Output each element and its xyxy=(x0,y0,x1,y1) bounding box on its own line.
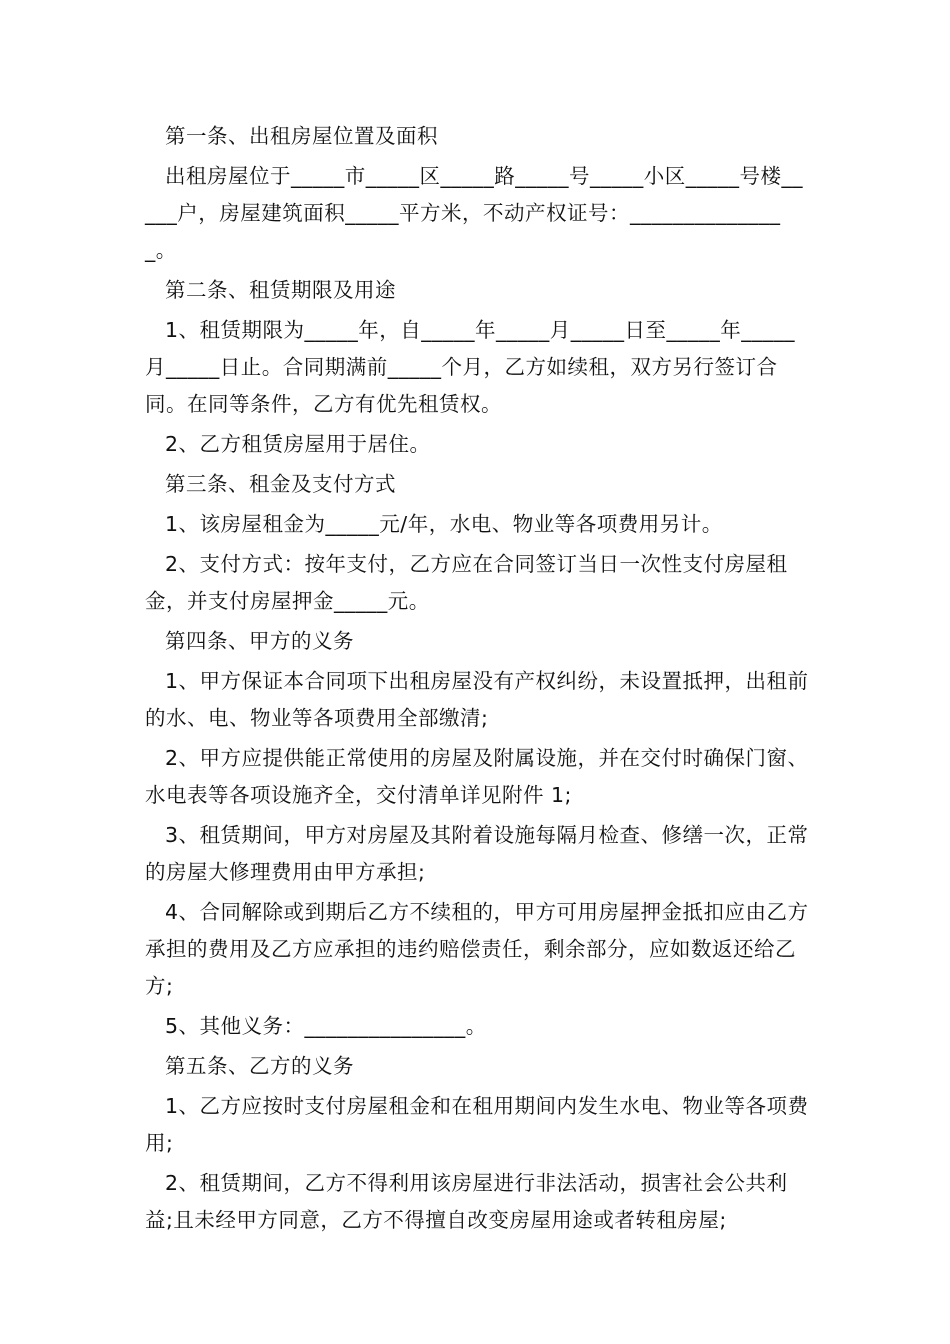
article-4-heading: 第四条、甲方的义务 xyxy=(165,629,354,653)
article-4-paragraph-1: 1、甲方保证本合同项下出租房屋没有产权纠纷，未设置抵押，出租前的水、电、物业等各项费用全部缴清; xyxy=(145,669,809,730)
article-2-heading: 第二条、租赁期限及用途 xyxy=(165,278,396,302)
article-5-paragraph-2: 2、租赁期间，乙方不得利用该房屋进行非法活动，损害社会公共利益;且未经甲方同意，乙方不得擅自改变房屋用途或者转租房屋; xyxy=(145,1171,788,1232)
article-3-paragraph-2: 2、支付方式：按年支付，乙方应在合同签订当日一次性支付房屋租金，并支付房屋押金_____元。 xyxy=(145,552,788,613)
article-2-paragraph-2: 2、乙方租赁房屋用于居住。 xyxy=(165,432,431,456)
article-1-heading: 第一条、出租房屋位置及面积 xyxy=(165,124,438,148)
article-4-paragraph-3: 3、租赁期间，甲方对房屋及其附着设施每隔月检查、修缮一次，正常的房屋大修理费用由甲方承担; xyxy=(145,823,809,884)
article-1-paragraph-1: 出租房屋位于_____市_____区_____路_____号_____小区_____号楼_____户，房屋建筑面积_____平方米，不动产权证号：_______________。 xyxy=(145,164,803,262)
article-2-paragraph-1: 1、租赁期限为_____年，自_____年_____月_____日至_____年_____月_____日止。合同期满前_____个月，乙方如续租，双方另行签订合同。在同等条件，乙方有优先租赁权。 xyxy=(145,318,796,416)
article-4-paragraph-4: 4、合同解除或到期后乙方不续租的，甲方可用房屋押金抵扣应由乙方承担的费用及乙方应承担的违约赔偿责任，剩余部分，应如数返还给乙方; xyxy=(145,900,809,998)
article-5-heading: 第五条、乙方的义务 xyxy=(165,1054,354,1078)
article-3-heading: 第三条、租金及支付方式 xyxy=(165,472,396,496)
article-3-paragraph-1: 1、该房屋租金为_____元/年，水电、物业等各项费用另计。 xyxy=(165,512,723,536)
article-5-paragraph-1: 1、乙方应按时支付房屋租金和在租用期间内发生水电、物业等各项费用; xyxy=(145,1094,809,1155)
article-4-paragraph-2: 2、甲方应提供能正常使用的房屋及附属设施，并在交付时确保门窗、水电表等各项设施齐全，交付清单详见附件 1; xyxy=(145,746,809,807)
article-4-paragraph-5: 5、其他义务：_______________。 xyxy=(165,1014,487,1038)
document-body xyxy=(145,118,810,1239)
